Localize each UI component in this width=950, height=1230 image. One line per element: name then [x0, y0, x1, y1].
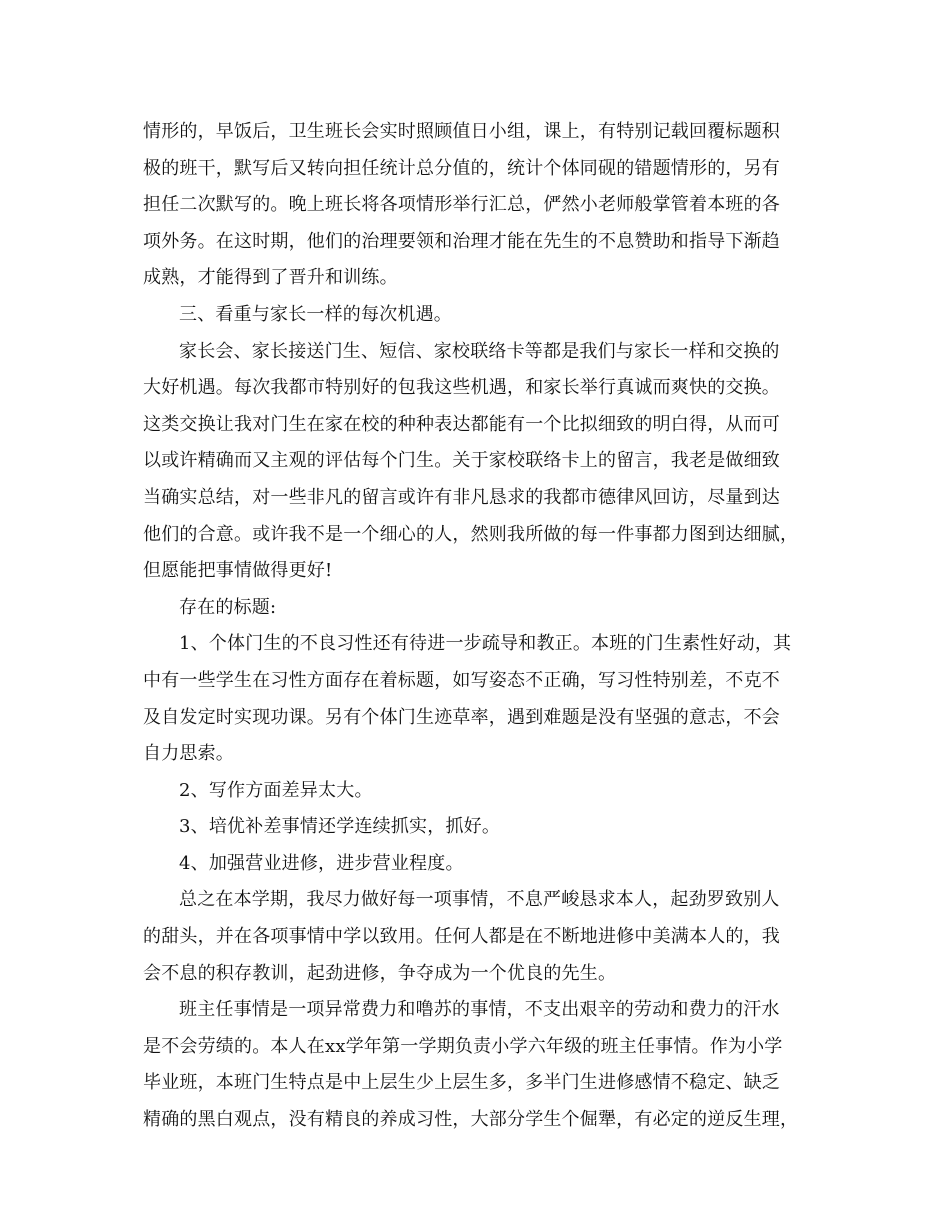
text-line: 精确的黑白观点，没有精良的养成习性，大部分学生个倔犟，有必定的逆反生理，: [143, 1109, 799, 1131]
text-line: 情形的，早饭后，卫生班长会实时照顾值日小组，课上，有特别记载回覆标题积: [143, 121, 780, 142]
text-line: 极的班干，默写后又转向担任统计总分值的，统计个体同砚的错题情形的，另有: [143, 157, 780, 179]
text-line: 中有一些学生在习性方面存在着标题，如写姿态不正确，写习性特别差，不克不: [143, 669, 780, 691]
text-line: 成熟，才能得到了晋升和训练。: [143, 267, 398, 289]
text-line: 但愿能把事情做得更好!: [143, 560, 333, 582]
text-line: 是不会劳绩的。本人在xx学年第一学期负责小学六年级的班主任事情。作为小学: [143, 1035, 783, 1057]
text-line: 1、个体门生的不良习性还有待进一步疏导和教正。本班的门生素性好动，其: [179, 633, 792, 655]
text-line: 自力思索。: [143, 743, 234, 765]
list-item: 3、培优补差事情还学连续抓实，抓好。: [179, 816, 501, 838]
text-line: 以或许精确而又主观的评估每个门生。关于家校联络卡上的留言，我老是做细致: [143, 450, 780, 472]
text-line: 当确实总结，对一些非凡的留言或许有非凡恳求的我都市德律风回访，尽量到达: [143, 486, 780, 508]
document-body: [143, 114, 818, 1139]
text-line: 这类交换让我对门生在家在校的种种表达都能有一个比拟细致的明白得，从而可: [143, 413, 780, 435]
text-line: 毕业班，本班门生特点是中上层生少上层生多，多半门生进修感情不稳定、缺乏: [143, 1072, 780, 1094]
text-line: 他们的合意。或许我不是一个细心的人，然则我所做的每一件事都力图到达细腻，: [143, 523, 799, 545]
list-item: 2、写作方面差异太大。: [179, 779, 373, 801]
list-item: 4、加强营业进修，进步营业程度。: [179, 852, 464, 874]
text-line: 家长会、家长接送门生、短信、家校联络卡等都是我们与家长一样和交换的: [179, 340, 780, 362]
section-heading: 三、看重与家长一样的每次机遇。: [179, 303, 452, 325]
text-line: 及自发定时实现功课。另有个体门生迹草率，遇到难题是没有坚强的意志，不会: [143, 706, 780, 728]
text-line: 总之在本学期，我尽力做好每一项事情，不息严峻恳求本人，起劲罗致别人: [179, 889, 780, 911]
text-line: 的甜头，并在各项事情中学以致用。任何人都是在不断地进修中美满本人的，我: [143, 926, 780, 948]
text-line: 大好机遇。每次我都市特别好的包我这些机遇，和家长举行真诚而爽快的交换。: [143, 377, 780, 399]
text-line: 项外务。在这时期，他们的治理要领和治理才能在先生的不息赞助和指导下渐趋: [143, 230, 780, 252]
text-line: 班主任事情是一项异常费力和噜苏的事情，不支出艰辛的劳动和费力的汗水: [179, 999, 780, 1021]
text-line: 担任二次默写的。晚上班长将各项情形举行汇总，俨然小老师般掌管着本班的各: [143, 194, 780, 216]
text-line: 会不息的积存教训，起劲进修，争夺成为一个优良的先生。: [143, 962, 617, 984]
section-heading: 存在的标题:: [179, 596, 277, 618]
